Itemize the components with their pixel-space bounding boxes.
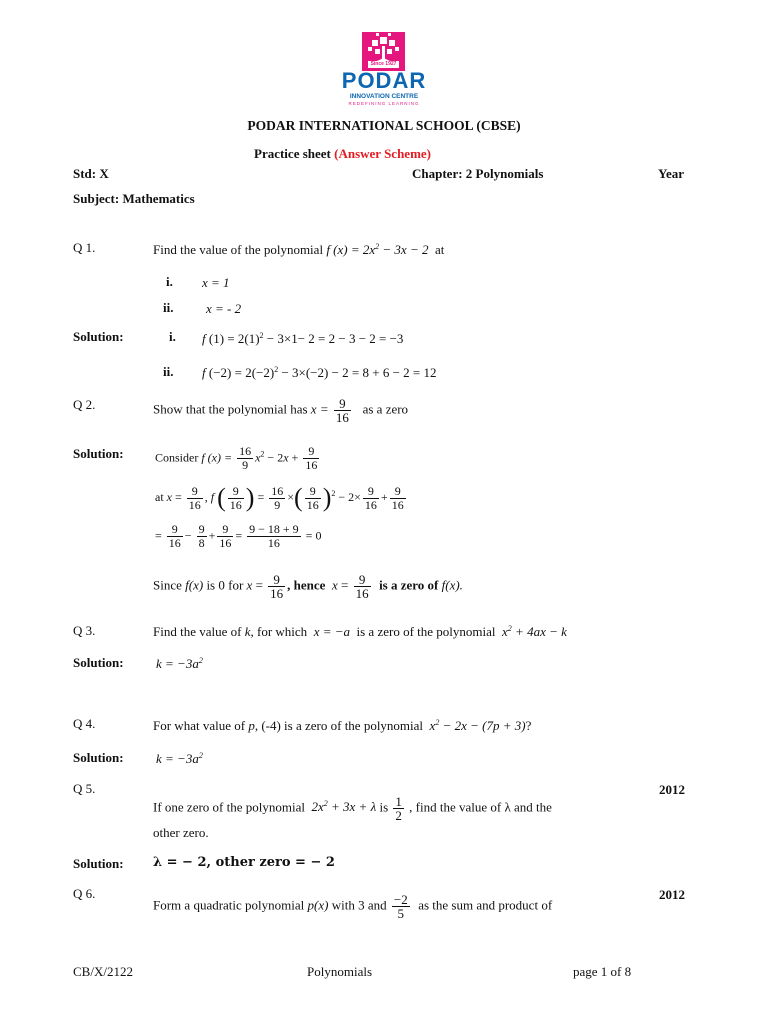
logo-since: Since 1927: [368, 61, 399, 68]
q5-number: Q 5.: [73, 781, 96, 796]
q4-solution-label: Solution:: [73, 750, 124, 765]
q5-text-line1: If one zero of the polynomial $2x^2 + 3x + \lambda$ is $\frac{1}{2}$ , find the value of λ and the: [153, 794, 552, 823]
year-label: Year: [658, 166, 684, 181]
q3-answer: $k = -3a^2$: [156, 656, 203, 671]
footer-topic: Polynomials: [307, 964, 373, 979]
q1-part-i: x = 1: [202, 275, 230, 290]
logo-name: PODAR: [341, 68, 427, 93]
q1-sol-ii-label: ii.: [163, 364, 174, 379]
q2-tail: as a zero: [362, 401, 409, 417]
q2-sol-line1: Consider f (x) = $\frac{16}{9}$ $x^2 - 2x$ + $\frac{9}{16}$: [155, 444, 318, 472]
subject-line: [73, 191, 195, 207]
q1-tail: at: [434, 242, 445, 257]
q1-part-ii: x = - 2: [206, 301, 242, 316]
q1-part-i-label: i.: [166, 274, 173, 289]
q2-prompt: Show that the polynomial has: [153, 401, 308, 417]
std-label: Std: X: [73, 166, 109, 181]
sheet-highlight: (Answer Scheme): [334, 146, 432, 161]
q1-part-ii-label: ii.: [163, 300, 174, 315]
q1-expression: f $(x) = 2x^2 - 3x - 2$: [326, 242, 429, 257]
q3-solution-label: Solution:: [73, 655, 124, 670]
q2-fraction: $\frac{9}{16}$: [335, 396, 349, 425]
q1-number: Q 1.: [73, 240, 96, 255]
q2-sol-line2: at x = $\frac{9}{16}$ , f ( $\frac{9}{16}$ ) = $\frac{16}{9}$ ×( $\frac{9}{16}$ )$^2$ − 2× $\frac{9}{16}$ + $\frac{9}{16}$: [155, 483, 404, 512]
q1-solution-i: f $(1) = 2(1)^2 - 3\times 1- 2 = 2 - 3 - 2 = -3$: [202, 331, 404, 346]
q1-text: [153, 242, 444, 258]
q2-sol-line3: = $\frac{9}{16}$ − $\frac{9}{8}$ + $\frac{9}{16}$ = $\frac{9 - 18 + 9}{16}$ = 0: [155, 522, 322, 550]
q2-x-eq: x =: [310, 401, 329, 417]
q2-text: [153, 397, 408, 424]
q1-sol-i-label: i.: [169, 329, 176, 344]
q6-number: Q 6.: [73, 886, 96, 901]
school-name: PODAR INTERNATIONAL SCHOOL (CBSE): [247, 118, 521, 133]
subject-label: Subject: [73, 191, 115, 206]
q5-text-line2: other zero.: [153, 825, 209, 840]
sheet-label: Practice sheet: [254, 146, 331, 161]
q6-year: 2012: [659, 887, 685, 902]
q1-prompt: Find the value of the polynomial: [153, 242, 324, 257]
q4-answer: $k = -3a^2$: [156, 751, 203, 766]
q4-text: For what value of p, (-4) is a zero of the polynomial $x^2 - 2x - (7p + 3)$?: [153, 718, 532, 733]
q5-answer: λ = − 2, other zero = − 2: [153, 855, 335, 870]
logo-tagline: REDEFINING LEARNING: [348, 101, 420, 106]
q5-solution-label: Solution:: [73, 856, 124, 871]
q2-solution-label: Solution:: [73, 446, 124, 461]
q1-solution-ii: f $(-2) = 2(-2)^2 - 3\times(-2) - 2 = 8 + 6 - 2 = 12$: [202, 365, 437, 380]
q2-conclusion: Since f(x) is 0 for x = $\frac{9}{16}$ , hence x = $\frac{9}{16}$ is a zero of f(x).: [153, 572, 463, 601]
tree-icon: [362, 32, 405, 62]
footer-code: CB/X/2122: [73, 964, 133, 979]
q2-number: Q 2.: [73, 397, 96, 412]
q3-text: Find the value of k, for which x = −a is a zero of the polynomial $x^2 + 4ax - k$: [153, 624, 567, 639]
q5-year: 2012: [659, 782, 685, 797]
logo-subtitle: INNOVATION CENTRE: [349, 93, 419, 100]
q1-solution-label: Solution:: [73, 329, 124, 344]
subject-value: : Mathematics: [114, 191, 195, 206]
footer-page: page 1 of 8: [573, 964, 632, 979]
q3-number: Q 3.: [73, 623, 96, 638]
sheet-title: [254, 146, 431, 162]
q6-text: Form a quadratic polynomial p(x) with 3 and $\frac{-2}{5}$ as the sum and product of: [153, 892, 553, 921]
chapter-label: Chapter: 2 Polynomials: [412, 166, 544, 181]
q4-number: Q 4.: [73, 716, 96, 731]
